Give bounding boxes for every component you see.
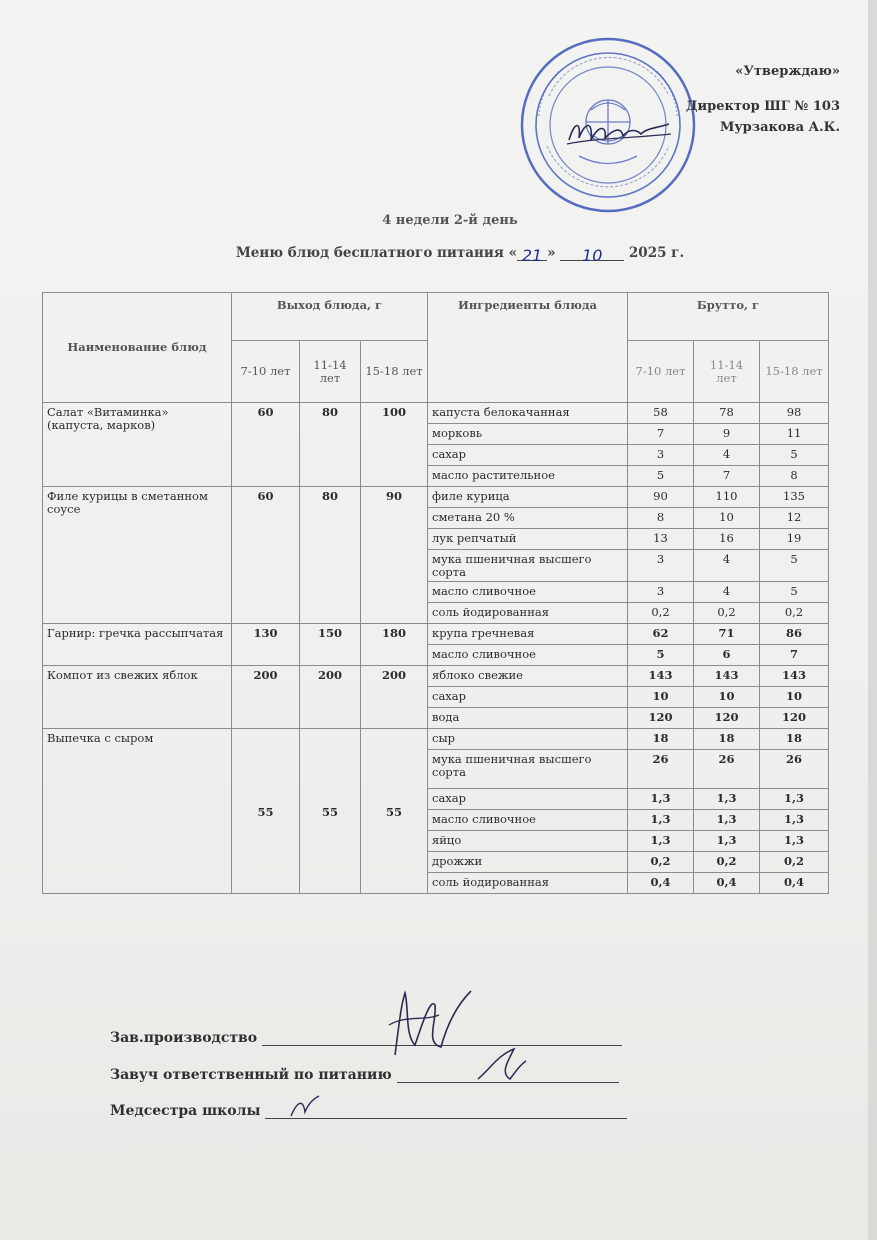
ingredient-name: яблоко свежие [428,666,628,687]
dish-output-2: 80 [300,487,361,624]
ingredient-gross-1: 7 [628,424,694,445]
ingredient-gross-2: 7 [694,466,760,487]
ingredient-gross-1: 3 [628,582,694,603]
header-age-gross-2: 11-14 лет [694,341,760,403]
signature-production [110,1030,622,1046]
date-day: 21 [521,246,543,265]
dish-name: Гарнир: гречка рассыпчатая [43,624,232,666]
dish-output-3: 200 [361,666,428,729]
dish-output-3: 90 [361,487,428,624]
production-head-signature [375,985,485,1065]
ingredient-name: масло сливочное [428,810,628,831]
ingredient-name: соль йодированная [428,873,628,894]
director-name: Мурзакова А.К. [719,120,840,135]
ingredient-name: вода [428,708,628,729]
ingredient-gross-1: 90 [628,487,694,508]
ingredient-gross-3: 5 [760,445,829,466]
ingredient-gross-3: 1,3 [760,831,829,852]
ingredient-gross-2: 0,2 [694,603,760,624]
table-row [43,729,829,750]
menu-title [200,245,720,265]
ingredient-gross-2: 9 [694,424,760,445]
dish-output-3: 55 [361,729,428,894]
ingredient-name: лук репчатый [428,529,628,550]
signature-deputy [110,1067,619,1083]
dish-output-2: 200 [300,666,361,729]
ingredient-gross-1: 26 [628,750,694,789]
ingredient-gross-1: 120 [628,708,694,729]
ingredient-gross-2: 16 [694,529,760,550]
dish-output-1: 55 [232,729,300,894]
date-separator: » [547,245,556,261]
production-head-label: Зав.производство [110,1030,258,1046]
dish-name: Салат «Витаминка» (капуста, марков) [43,403,232,487]
ingredient-gross-3: 11 [760,424,829,445]
ingredient-gross-1: 18 [628,729,694,750]
dish-output-1: 130 [232,624,300,666]
ingredient-gross-3: 0,2 [760,603,829,624]
ingredient-name: морковь [428,424,628,445]
ingredient-gross-3: 26 [760,750,829,789]
ingredient-gross-2: 71 [694,624,760,645]
ingredient-gross-3: 0,4 [760,873,829,894]
table-row [43,487,829,508]
deputy-signature [470,1045,530,1085]
ingredient-gross-1: 1,3 [628,789,694,810]
ingredient-gross-1: 0,2 [628,603,694,624]
ingredient-gross-2: 120 [694,708,760,729]
ingredient-name: мука пшеничная высшего сорта [428,750,628,789]
ingredient-gross-2: 1,3 [694,789,760,810]
ingredient-gross-1: 1,3 [628,831,694,852]
ingredient-gross-3: 98 [760,403,829,424]
dish-output-1: 60 [232,403,300,487]
ingredient-name: масло сливочное [428,582,628,603]
ingredient-gross-2: 10 [694,508,760,529]
date-day-field [517,246,547,265]
approve-word: «Утверждаю» [735,64,840,79]
ingredient-gross-1: 8 [628,508,694,529]
ingredient-gross-3: 5 [760,582,829,603]
ingredient-name: яйцо [428,831,628,852]
week-day-label: 4 недели 2-й день [382,213,518,228]
ingredient-name: соль йодированная [428,603,628,624]
header-gross: Брутто, г [628,293,829,341]
ingredient-name: сахар [428,687,628,708]
ingredient-gross-1: 5 [628,466,694,487]
director-signature [565,112,675,152]
header-age-output-3: 15-18 лет [361,341,428,403]
table-row [43,666,829,687]
ingredient-name: капуста белокачанная [428,403,628,424]
table-row [43,403,829,424]
ingredient-gross-1: 5 [628,645,694,666]
dish-output-2: 150 [300,624,361,666]
ingredient-name: сахар [428,789,628,810]
dish-output-1: 200 [232,666,300,729]
school-nurse-label: Медсестра школы [110,1103,261,1119]
nutrition-deputy-label: Завуч ответственный по питанию [110,1067,392,1083]
ingredient-gross-2: 0,4 [694,873,760,894]
ingredient-gross-3: 0,2 [760,852,829,873]
header-ingredients: Ингредиенты блюда [428,293,628,403]
ingredient-gross-3: 10 [760,687,829,708]
ingredient-gross-3: 1,3 [760,789,829,810]
table-row [43,624,829,645]
dish-output-3: 180 [361,624,428,666]
ingredient-gross-3: 1,3 [760,810,829,831]
ingredient-gross-3: 12 [760,508,829,529]
header-age-output-2: 11-14 лет [300,341,361,403]
ingredient-name: масло растительное [428,466,628,487]
menu-table [42,292,829,894]
dish-output-2: 80 [300,403,361,487]
ingredient-gross-3: 143 [760,666,829,687]
ingredient-name: мука пшеничная высшего сорта [428,550,628,582]
dish-name: Выпечка с сыром [43,729,232,894]
ingredient-gross-3: 120 [760,708,829,729]
ingredient-name: дрожжи [428,852,628,873]
ingredient-gross-2: 4 [694,550,760,582]
ingredient-gross-2: 110 [694,487,760,508]
ingredient-name: сыр [428,729,628,750]
dish-output-1: 60 [232,487,300,624]
header-output: Выход блюда, г [232,293,428,341]
ingredient-gross-2: 18 [694,729,760,750]
dish-name: Филе курицы в сметанном соусе [43,487,232,624]
ingredient-gross-1: 0,4 [628,873,694,894]
ingredient-gross-2: 143 [694,666,760,687]
ingredient-gross-3: 7 [760,645,829,666]
ingredient-gross-3: 8 [760,466,829,487]
menu-title-prefix: Меню блюд бесплатного питания « [235,245,518,261]
ingredient-gross-2: 4 [694,582,760,603]
date-month-field [560,246,624,265]
ingredient-name: сахар [428,445,628,466]
ingredient-gross-1: 1,3 [628,810,694,831]
ingredient-gross-2: 6 [694,645,760,666]
ingredient-name: филе курица [428,487,628,508]
header-dish-name: Наименование блюд [43,293,232,403]
ingredient-gross-2: 26 [694,750,760,789]
ingredient-gross-1: 0,2 [628,852,694,873]
ingredient-gross-3: 18 [760,729,829,750]
ingredient-gross-2: 1,3 [694,810,760,831]
date-month: 10 [582,246,603,265]
table-header-row [43,293,829,341]
dish-name: Компот из свежих яблок [43,666,232,729]
director-line: Директор ШГ № 103 [685,99,840,114]
ingredient-gross-3: 86 [760,624,829,645]
header-age-gross-1: 7-10 лет [628,341,694,403]
ingredient-gross-1: 62 [628,624,694,645]
ingredient-gross-2: 78 [694,403,760,424]
ingredient-gross-2: 0,2 [694,852,760,873]
date-year: 2025 г. [628,245,685,261]
dish-output-2: 55 [300,729,361,894]
ingredient-gross-3: 19 [760,529,829,550]
ingredient-gross-2: 1,3 [694,831,760,852]
ingredient-name: крупа гречневая [428,624,628,645]
header-age-output-1: 7-10 лет [232,341,300,403]
header-age-gross-3: 15-18 лет [760,341,829,403]
ingredient-gross-1: 58 [628,403,694,424]
ingredient-gross-2: 4 [694,445,760,466]
ingredient-gross-3: 135 [760,487,829,508]
nurse-signature [285,1092,325,1122]
ingredient-gross-1: 3 [628,445,694,466]
ingredient-gross-1: 10 [628,687,694,708]
ingredient-name: масло сливочное [428,645,628,666]
ingredient-name: сметана 20 % [428,508,628,529]
ingredient-gross-1: 3 [628,550,694,582]
signature-nurse [110,1103,627,1119]
dish-output-3: 100 [361,403,428,487]
ingredient-gross-1: 13 [628,529,694,550]
ingredient-gross-3: 5 [760,550,829,582]
ingredient-gross-1: 143 [628,666,694,687]
ingredient-gross-2: 10 [694,687,760,708]
